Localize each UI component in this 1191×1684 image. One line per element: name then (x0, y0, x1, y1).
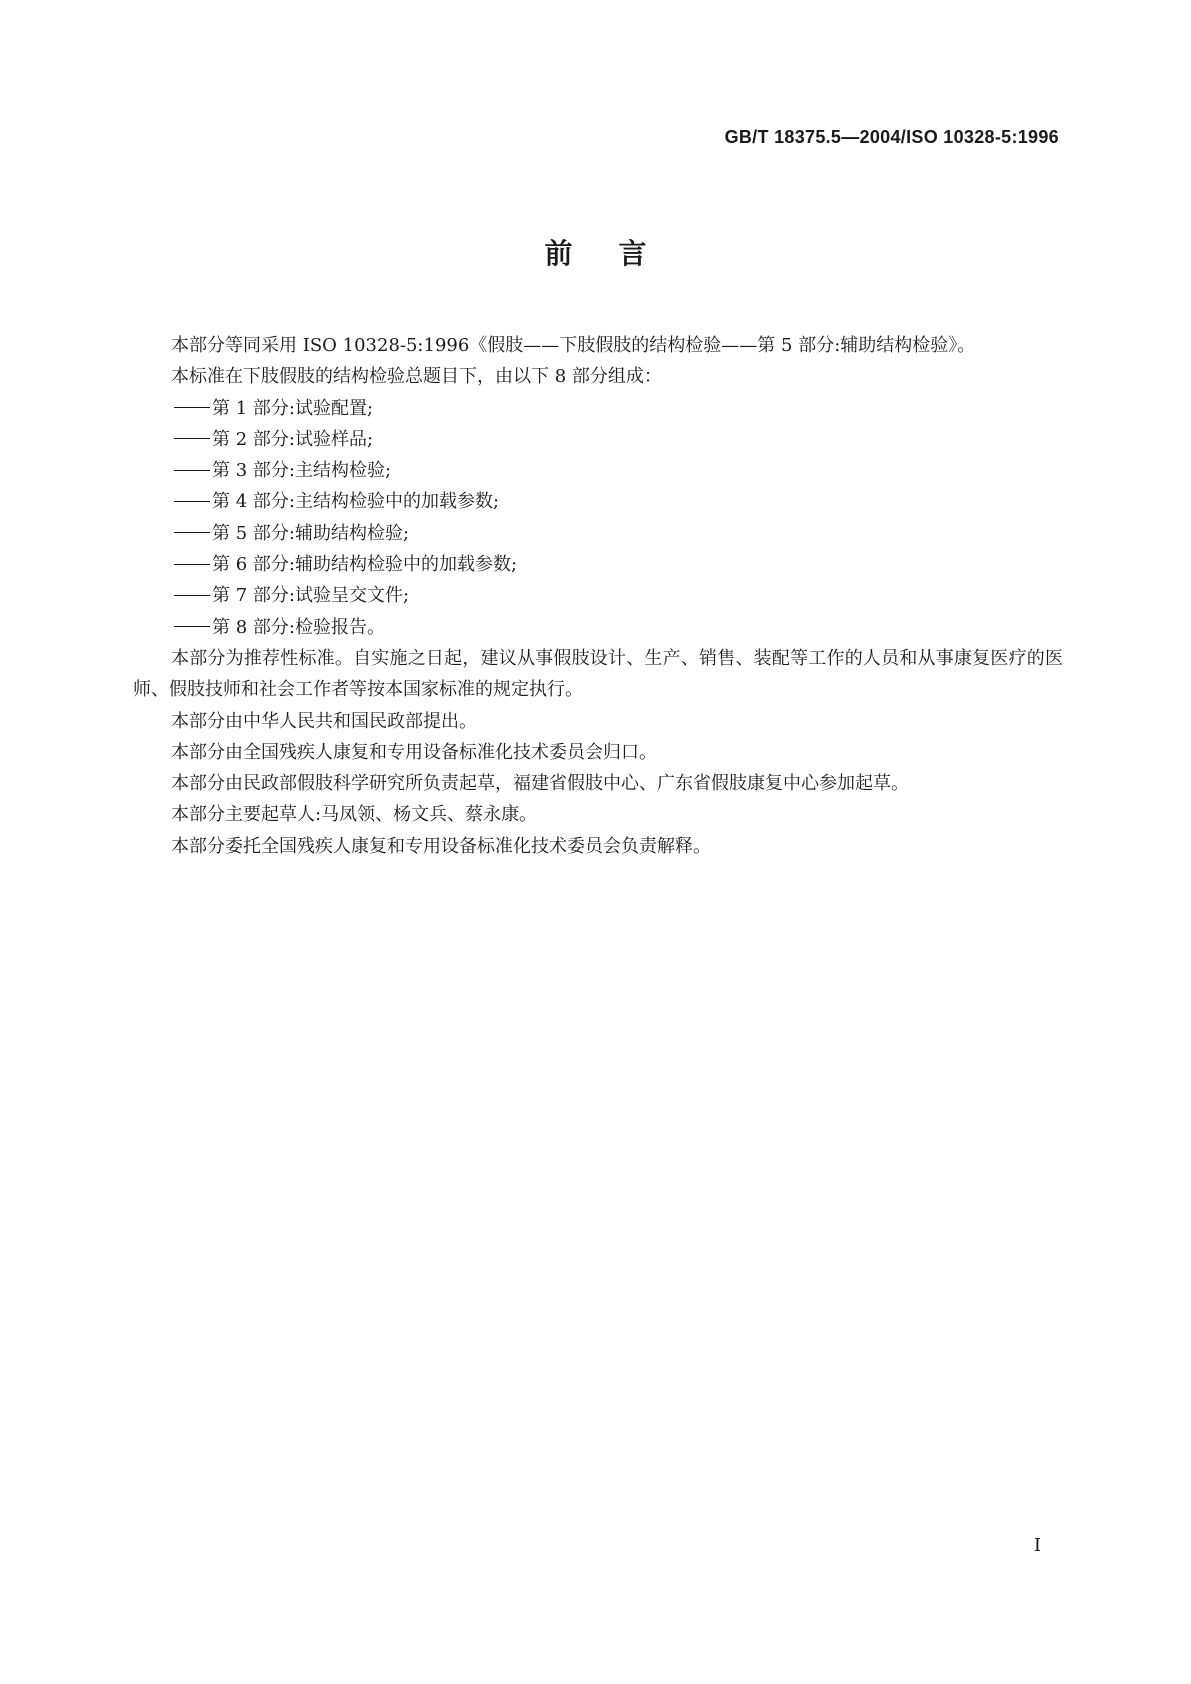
list-item (133, 486, 1063, 517)
paragraph-structure: 本标准在下肢假肢的结构检验总题目下，由以下 8 部分组成： (171, 366, 662, 388)
list-item (133, 549, 1063, 580)
list-item (133, 424, 1063, 455)
dash-marker (174, 501, 210, 502)
dash-marker (174, 438, 210, 439)
list-item (133, 518, 1063, 549)
page-number: I (1033, 1535, 1041, 1556)
list-item-text: 第 8 部分:检验报告。 (212, 616, 385, 638)
list-item (133, 455, 1063, 486)
paragraph-adoption: 本部分等同采用 ISO 10328-5:1996《假肢——下肢假肢的结构检验——第 5 部分:辅助结构检验》。 (171, 335, 976, 356)
standard-code-header: GB/T 18375.5—2004/ISO 10328-5:1996 (724, 127, 1059, 147)
paragraph-drafting-units: 本部分由民政部假肢科学研究所负责起草，福建省假肢中心、广东省假肢康复中心参加起草。 (171, 773, 909, 795)
list-item-text: 第 7 部分:试验呈交文件; (212, 585, 410, 607)
foreword-body (133, 330, 1063, 862)
dash-marker (174, 532, 210, 533)
list-item (133, 580, 1063, 611)
paragraph-drafters: 本部分主要起草人:马凤领、杨文兵、蔡永康。 (171, 804, 538, 826)
dash-marker (174, 595, 210, 596)
dash-marker (174, 407, 210, 408)
list-item-text: 第 1 部分:试验配置; (212, 397, 374, 419)
dash-marker (174, 470, 210, 471)
list-item-text: 第 3 部分:主结构检验; (212, 460, 392, 482)
dash-marker (174, 564, 210, 565)
list-item-text: 第 2 部分:试验样品; (212, 428, 374, 450)
paragraph-centralized: 本部分由全国残疾人康复和专用设备标准化技术委员会归口。 (171, 741, 657, 763)
list-item-text: 第 5 部分:辅助结构检验; (212, 522, 410, 544)
parts-list (133, 393, 1063, 643)
paragraph-recommendation: 本部分为推荐性标准。自实施之日起，建议从事假肢设计、生产、销售、装配等工作的人员和从事康复医疗的医师、假肢技师和社会工作者等按本国家标准的规定执行。 (133, 647, 1063, 701)
list-item-text: 第 4 部分:主结构检验中的加载参数; (212, 491, 500, 513)
list-item (133, 393, 1063, 424)
dash-marker (174, 626, 210, 627)
list-item (133, 612, 1063, 643)
page-title: 前言 (544, 237, 693, 270)
paragraph-proposer: 本部分由中华人民共和国民政部提出。 (171, 710, 477, 732)
paragraph-interpretation: 本部分委托全国残疾人康复和专用设备标准化技术委员会负责解释。 (171, 835, 711, 857)
list-item-text: 第 6 部分:辅助结构检验中的加载参数; (212, 554, 518, 576)
